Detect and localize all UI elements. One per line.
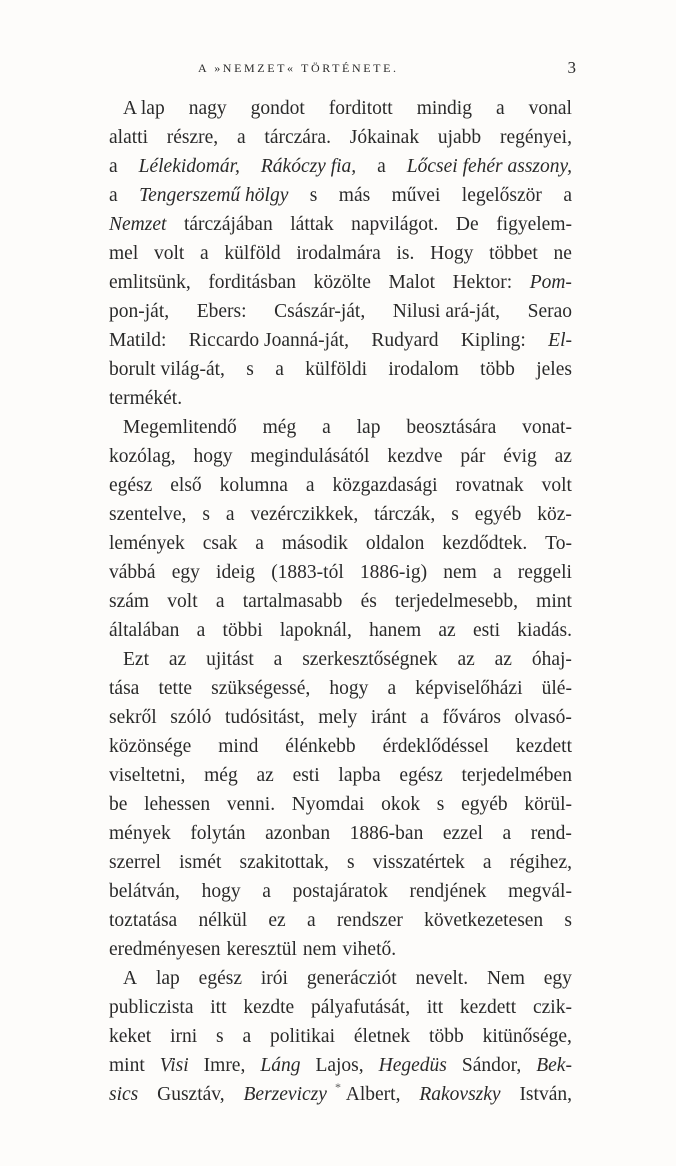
word: egyéb <box>461 794 508 815</box>
word: mint <box>536 591 572 612</box>
word: mely <box>318 707 358 728</box>
word: De <box>455 214 479 235</box>
word: vonal <box>528 98 572 119</box>
word: szükségessé, <box>211 678 311 699</box>
text-line <box>109 123 572 152</box>
word: vihető. <box>342 939 397 960</box>
word: egész <box>109 475 153 496</box>
word: a <box>482 852 492 873</box>
text-line <box>109 210 572 239</box>
word: alatti <box>109 127 148 148</box>
word: vábbá <box>109 562 156 583</box>
word: forditásban <box>208 272 297 293</box>
word: a <box>306 910 316 931</box>
text-line <box>109 500 572 529</box>
word: belátván, <box>109 881 180 902</box>
word: a <box>502 823 512 844</box>
word: körül- <box>524 794 572 815</box>
body-text <box>109 94 572 1109</box>
word: lapoknál, <box>279 620 352 641</box>
word: viseltetni, <box>109 765 186 786</box>
text-line <box>109 645 572 674</box>
word: ismét <box>179 852 222 873</box>
word: nagy <box>188 98 227 119</box>
word: s <box>202 504 210 525</box>
word: s <box>451 504 459 525</box>
text-line <box>109 877 572 906</box>
word: második <box>281 533 348 554</box>
word: több <box>429 1026 464 1047</box>
text-line <box>109 529 572 558</box>
word: s <box>246 359 254 380</box>
text-line <box>109 906 572 935</box>
word: mel <box>109 243 139 264</box>
word: István, <box>519 1084 572 1105</box>
text-line <box>109 297 572 326</box>
signature-mark: * <box>335 1080 341 1094</box>
word: 1886-ig) <box>359 562 428 583</box>
text-line <box>109 674 572 703</box>
word: a <box>420 707 429 728</box>
word: volt <box>153 243 185 264</box>
word: és <box>360 591 377 612</box>
word: mindig <box>416 98 472 119</box>
word: beosztására <box>406 417 497 438</box>
word: a <box>305 475 315 496</box>
word: lapba <box>338 765 381 786</box>
text-line <box>109 587 572 616</box>
word: olvasó- <box>514 707 572 728</box>
word: Nem <box>486 968 525 989</box>
word: Rákóczy fia, <box>260 156 357 177</box>
word: az <box>168 649 187 670</box>
word: Ebers: <box>196 301 247 322</box>
word: esti <box>292 765 320 786</box>
word: rovatnak <box>455 475 524 496</box>
word: az <box>554 446 572 467</box>
word: kezdte <box>243 997 295 1018</box>
word: lap <box>155 968 180 989</box>
word: egyéb <box>474 504 522 525</box>
text-line <box>109 761 572 790</box>
word: a <box>492 562 502 583</box>
word: külföld <box>224 243 281 264</box>
word: Pom- <box>529 272 572 293</box>
word: a <box>109 156 118 177</box>
word: emlitsünk, <box>109 272 191 293</box>
word: figyelem- <box>496 214 572 235</box>
text-line <box>109 558 572 587</box>
word: más <box>338 185 371 206</box>
word: Rudyard <box>371 330 439 351</box>
word: szám <box>109 591 150 612</box>
text-line <box>109 703 572 732</box>
word: kolumna <box>219 475 288 496</box>
word: Nilusi ará-ját, <box>392 301 501 322</box>
word: tartalmasabb <box>242 591 343 612</box>
word: publiczista <box>109 997 194 1018</box>
word: az <box>256 765 274 786</box>
word: kitünősége, <box>482 1026 572 1047</box>
word: a <box>199 243 209 264</box>
word: pár <box>460 446 486 467</box>
word: itt <box>426 997 444 1018</box>
word: tárczájában <box>183 214 273 235</box>
word: Sándor, <box>461 1055 522 1076</box>
word: többi <box>222 620 263 641</box>
word: kezdett <box>515 736 572 757</box>
word: Matild: <box>109 330 167 351</box>
word: következetesen <box>424 910 544 931</box>
word: Kipling: <box>460 330 526 351</box>
word: legelőször <box>461 185 542 206</box>
word: reggeli <box>517 562 572 583</box>
text-line <box>109 1022 572 1051</box>
word: tárczák, <box>374 504 436 525</box>
word: Gusztáv, <box>157 1084 225 1105</box>
word: kezdődtek. <box>442 533 528 554</box>
word: külföldi <box>305 359 368 380</box>
word: Serao <box>527 301 572 322</box>
word: terjedelmesebb, <box>395 591 518 612</box>
word: Jókainak <box>349 127 420 148</box>
text-line <box>109 152 572 181</box>
word: élénkebb <box>285 736 356 757</box>
text-line <box>109 355 572 384</box>
word: egy <box>543 968 572 989</box>
text-line <box>109 442 572 471</box>
word: a <box>196 620 206 641</box>
word: borult világ-át, <box>109 359 225 380</box>
word: irodalmára <box>296 243 381 264</box>
word: napvilágot. <box>351 214 439 235</box>
word: évig <box>503 446 537 467</box>
word: a <box>255 533 264 554</box>
word: láttak <box>290 214 334 235</box>
word: s <box>436 794 445 815</box>
word: ezzel <box>442 823 483 844</box>
word: az <box>438 620 456 641</box>
word: generácziót <box>306 968 397 989</box>
word: Láng <box>260 1055 301 1076</box>
word: s <box>309 185 318 206</box>
word: Imre, <box>203 1055 246 1076</box>
running-head <box>110 58 576 81</box>
word: mint <box>109 1055 145 1076</box>
word: sics <box>109 1084 139 1105</box>
word: ez <box>268 910 286 931</box>
word: Nyomdai <box>291 794 365 815</box>
word: sekről <box>109 707 157 728</box>
word: czik- <box>533 997 572 1018</box>
word: a <box>109 185 118 206</box>
word: ujitást <box>206 649 254 670</box>
word: venni. <box>226 794 276 815</box>
word: Hogy <box>430 243 474 264</box>
word: politikai <box>270 1026 336 1047</box>
word: a <box>495 98 505 119</box>
word: a <box>273 649 283 670</box>
word: tudósitást, <box>225 707 305 728</box>
word: irodalom <box>388 359 459 380</box>
word: a <box>236 127 246 148</box>
text-line <box>109 326 572 355</box>
word: eredményesen <box>109 939 221 960</box>
text-line <box>109 935 572 964</box>
word: keresztül <box>226 939 297 960</box>
word: is. <box>396 243 415 264</box>
word: érdeklődéssel <box>382 736 489 757</box>
text-line <box>109 181 572 210</box>
word: azonban <box>265 823 331 844</box>
word: (1883-tól <box>271 562 344 583</box>
word: a <box>387 678 397 699</box>
word: még <box>204 765 238 786</box>
word: régihez, <box>509 852 572 873</box>
word: közölte <box>313 272 371 293</box>
word: Visi <box>159 1055 189 1076</box>
word: közönsége <box>109 736 192 757</box>
word: 1886-ban <box>349 823 424 844</box>
word: keket <box>109 1026 152 1047</box>
word: részre, <box>166 127 219 148</box>
word: egy <box>171 562 200 583</box>
word: mények <box>109 823 171 844</box>
word: s <box>216 1026 224 1047</box>
word: a <box>262 881 271 902</box>
text-line <box>109 94 572 123</box>
word: ülé- <box>541 678 572 699</box>
word: a <box>377 156 386 177</box>
word: még <box>262 417 297 438</box>
word: lemények <box>109 533 185 554</box>
word: s <box>564 910 572 931</box>
word: regényei, <box>499 127 572 148</box>
text-line <box>109 790 572 819</box>
word: okok <box>381 794 421 815</box>
text-line <box>109 819 572 848</box>
text-line <box>109 471 572 500</box>
word: ne <box>553 243 572 264</box>
text-line <box>109 964 572 993</box>
word: El- <box>548 330 572 351</box>
word: Tengerszemű hölgy <box>139 185 289 206</box>
text-line <box>109 993 572 1022</box>
word: nélkül <box>198 910 248 931</box>
word: Hektor: <box>452 272 513 293</box>
text-line <box>109 848 572 877</box>
word: első <box>170 475 202 496</box>
word: Megemlitendő <box>123 417 237 438</box>
word: tárczára. <box>264 127 331 148</box>
word: nem <box>443 562 477 583</box>
word: esti <box>472 620 501 641</box>
text-line <box>109 239 572 268</box>
word: Riccardo Joanná-ját, <box>188 330 350 351</box>
word: általában <box>109 620 180 641</box>
word: képviselőházi <box>415 678 523 699</box>
word: vezérczikkek, <box>250 504 359 525</box>
word: oldalon <box>365 533 425 554</box>
word: főváros <box>442 707 501 728</box>
text-line <box>109 268 572 297</box>
word: hogy <box>329 678 369 699</box>
text-line <box>109 616 572 645</box>
word: folytán <box>190 823 246 844</box>
word: s <box>347 852 355 873</box>
text-line <box>109 413 572 442</box>
word: a <box>215 591 225 612</box>
text-line <box>109 732 572 761</box>
word: irói <box>260 968 288 989</box>
word: a <box>275 359 284 380</box>
word: jeles <box>536 359 572 380</box>
word: ujabb <box>437 127 482 148</box>
word: életnek <box>353 1026 411 1047</box>
word: megvál- <box>508 881 572 902</box>
word: csak <box>202 533 238 554</box>
word: rendszer <box>336 910 403 931</box>
word: óhaj- <box>531 649 572 670</box>
word: pályafutását, <box>310 997 411 1018</box>
word: közgazdasági <box>332 475 438 496</box>
word: művei <box>391 185 441 206</box>
word: To- <box>545 533 572 554</box>
word: visszatértek <box>372 852 465 873</box>
word: egész <box>198 968 242 989</box>
word: nevelt. <box>415 968 469 989</box>
word: a <box>242 1026 252 1047</box>
word: szentelve, <box>109 504 187 525</box>
word: itt <box>210 997 227 1018</box>
text-line <box>109 1051 572 1080</box>
word: több <box>480 359 515 380</box>
word: rend- <box>530 823 572 844</box>
word: kozólag, <box>109 446 176 467</box>
word: Lélekidomár, <box>138 156 240 177</box>
word: vonat- <box>522 417 572 438</box>
word: tása <box>109 678 140 699</box>
word: Rakovszky <box>419 1084 501 1105</box>
word: forditott <box>328 98 393 119</box>
word: a <box>322 417 331 438</box>
word: hanem <box>369 620 422 641</box>
word: szakitottak, <box>239 852 329 873</box>
word: kezdve <box>387 446 443 467</box>
word: köz- <box>537 504 572 525</box>
word: iránt <box>370 707 407 728</box>
word: az <box>457 649 475 670</box>
word: az <box>494 649 512 670</box>
word: mind <box>218 736 259 757</box>
word: A lap <box>123 98 165 119</box>
word: Berzeviczy <box>243 1084 327 1105</box>
word: A <box>123 968 138 989</box>
word: a <box>225 504 235 525</box>
word: hogy <box>193 446 233 467</box>
word: gondot <box>250 98 305 119</box>
word: volt <box>541 475 572 496</box>
word: Albert, <box>345 1084 401 1105</box>
word: terjedelmében <box>461 765 572 786</box>
page-number: 3 <box>567 58 576 77</box>
word: lehessen <box>144 794 211 815</box>
text-line <box>109 384 572 413</box>
word: Bek- <box>536 1055 572 1076</box>
word: toztatása <box>109 910 178 931</box>
word: Lőcsei fehér asszony, <box>406 156 572 177</box>
word: ideig <box>216 562 256 583</box>
word: Malot <box>388 272 436 293</box>
word: kezdett <box>459 997 517 1018</box>
word: Nemzet <box>109 214 167 235</box>
word: szerrel <box>109 852 161 873</box>
word: Császár-ját, <box>274 301 366 322</box>
word: volt <box>167 591 198 612</box>
word: termékét. <box>109 388 183 409</box>
word: nem <box>302 939 337 960</box>
word: Hegedüs <box>378 1055 447 1076</box>
word: pon-ját, <box>109 301 170 322</box>
word: hogy <box>201 881 241 902</box>
word: lap <box>356 417 381 438</box>
word: postajáratok <box>292 881 388 902</box>
word: szóló <box>170 707 212 728</box>
word: rendjének <box>409 881 487 902</box>
word: be <box>109 794 128 815</box>
running-title: A »NEMZET« TÖRTÉNETE. <box>198 61 399 75</box>
word: a <box>563 185 572 206</box>
word: többet <box>489 243 538 264</box>
word: megindulásától <box>250 446 370 467</box>
word: Lajos, <box>315 1055 364 1076</box>
word: Ezt <box>123 649 149 670</box>
word: kiadás. <box>517 620 572 641</box>
word: szerkesztőségnek <box>302 649 438 670</box>
word: tette <box>158 678 193 699</box>
word: irni <box>170 1026 198 1047</box>
word: egész <box>399 765 443 786</box>
